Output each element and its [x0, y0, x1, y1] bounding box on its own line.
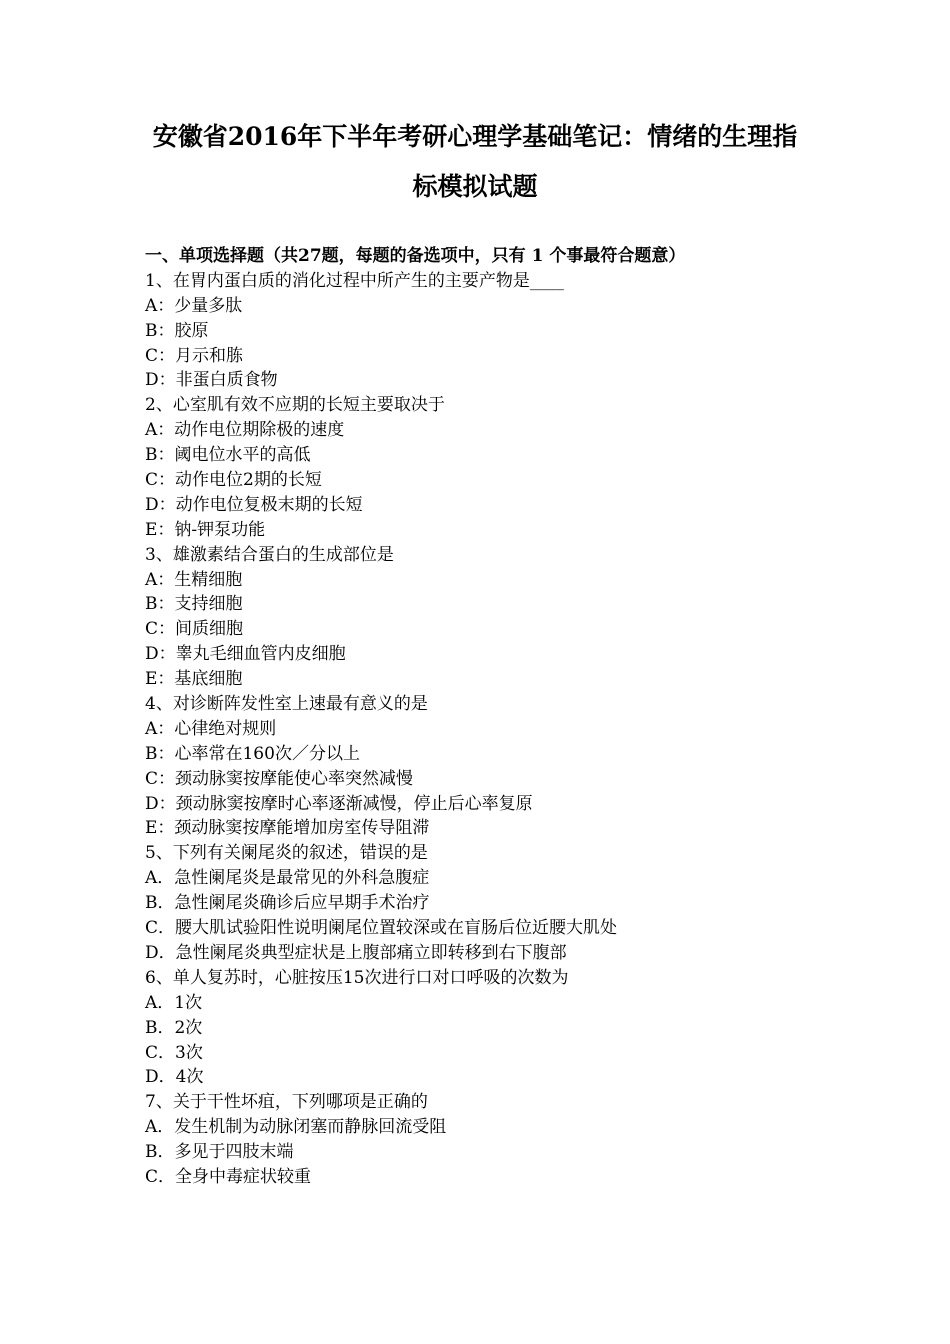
answer-option: D．急性阑尾炎典型症状是上腹部痛立即转移到右下腹部 — [145, 942, 567, 963]
answer-option: D．4次 — [145, 1067, 204, 1088]
answer-option: C：间质细胞 — [145, 619, 244, 640]
question-stem: 3、雄激素结合蛋白的生成部位是 — [145, 544, 394, 565]
document-title-line-1: 安徽省2016年下半年考研心理学基础笔记：情绪的生理指 — [152, 122, 798, 151]
answer-option: C．腰大肌试验阳性说明阑尾位置较深或在盲肠后位近腰大肌处 — [145, 918, 618, 939]
answer-option: B：支持细胞 — [145, 594, 243, 615]
answer-option: D：非蛋白质食物 — [145, 370, 278, 391]
question-stem: 6、单人复苏时，心脏按压15次进行口对口呼吸的次数为 — [145, 967, 569, 988]
answer-option: C：动作电位2期的长短 — [145, 470, 322, 491]
answer-option: B．2次 — [145, 1017, 203, 1038]
question-stem: 1、在胃内蛋白质的消化过程中所产生的主要产物是____ — [145, 270, 564, 291]
answer-option: B：心率常在160次／分以上 — [145, 743, 360, 764]
answer-option: C：月示和胨 — [145, 345, 244, 366]
answer-option: A．急性阑尾炎是最常见的外科急腹症 — [145, 868, 430, 889]
answer-option: A．发生机制为动脉闭塞而静脉回流受阻 — [145, 1117, 447, 1138]
answer-option: A：动作电位期除极的速度 — [145, 420, 345, 441]
answer-option: E：基底细胞 — [145, 669, 243, 690]
answer-option: A：生精细胞 — [145, 569, 243, 590]
answer-option: A．1次 — [145, 992, 203, 1013]
document-body — [145, 244, 905, 1190]
answer-option: C．全身中毒症状较重 — [145, 1166, 312, 1187]
document-title-line-2: 标模拟试题 — [412, 172, 538, 201]
question-stem: 2、心室肌有效不应期的长短主要取决于 — [145, 395, 445, 416]
question-stem: 4、对诊断阵发性室上速最有意义的是 — [145, 694, 428, 715]
answer-option: B．多见于四肢末端 — [145, 1142, 294, 1163]
section-heading: 一、单项选择题（共27题，每题的备选项中，只有 1 个事最符合题意） — [145, 246, 686, 266]
answer-option: D：颈动脉窦按摩时心率逐渐减慢，停止后心率复原 — [145, 793, 533, 814]
answer-option: D：动作电位复极末期的长短 — [145, 494, 363, 515]
answer-option: B．急性阑尾炎确诊后应早期手术治疗 — [145, 893, 430, 914]
answer-option: C．3次 — [145, 1042, 203, 1063]
answer-option: A：心律绝对规则 — [145, 718, 277, 739]
answer-option: B：阈电位水平的高低 — [145, 445, 311, 466]
question-stem: 5、下列有关阑尾炎的叙述，错误的是 — [145, 843, 428, 864]
question-list — [145, 269, 905, 1190]
answer-option: E：钠-钾泵功能 — [145, 519, 266, 540]
question-stem: 7、关于干性坏疽，下列哪项是正确的 — [145, 1092, 428, 1113]
answer-option: C：颈动脉窦按摩能使心率突然减慢 — [145, 768, 414, 789]
answer-option: E：颈动脉窦按摩能增加房室传导阻滞 — [145, 818, 430, 839]
answer-option: A：少量多肽 — [145, 295, 243, 316]
answer-option: D：睾丸毛细血管内皮细胞 — [145, 644, 346, 665]
answer-option: B：胶原 — [145, 320, 209, 341]
